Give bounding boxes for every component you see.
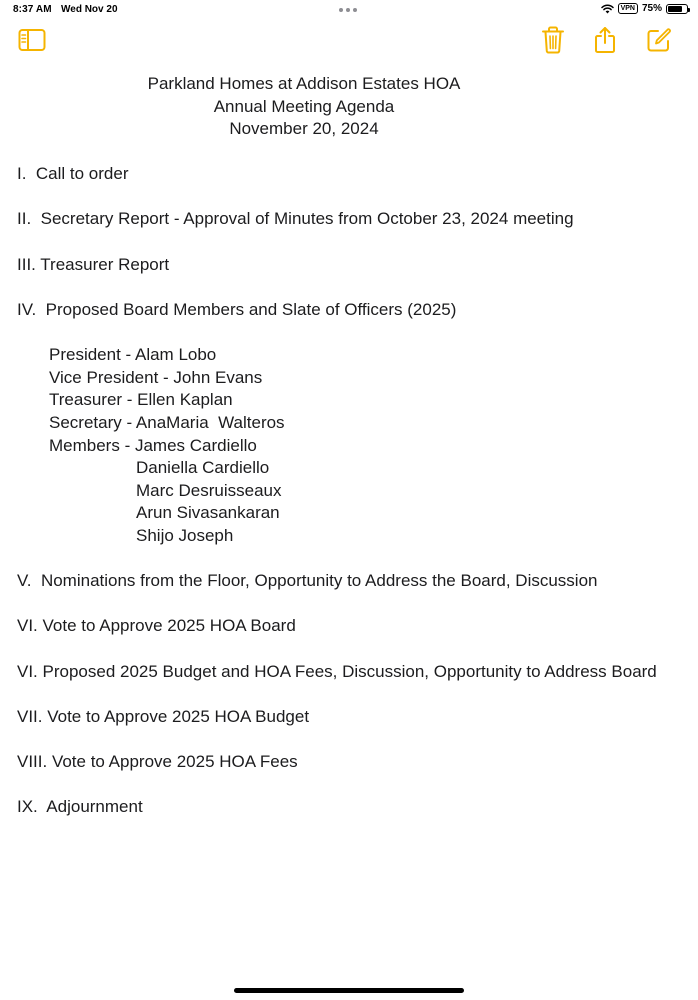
officer-president[interactable]: President - Alam Lobo <box>49 345 217 364</box>
agenda-item-secretary-report[interactable]: II. Secretary Report - Approval of Minutes from October 23, 2024 meeting <box>17 209 574 228</box>
agenda-item-vote-budget[interactable]: VII. Vote to Approve 2025 HOA Budget <box>17 707 310 726</box>
compose-note-button[interactable] <box>644 25 674 55</box>
agenda-item-adjournment[interactable]: IX. Adjournment <box>17 797 143 816</box>
status-time: 8:37 AM <box>13 4 52 15</box>
compose-icon <box>646 27 672 53</box>
member-name[interactable]: Shijo Joseph <box>136 526 234 545</box>
note-title: Parkland Homes at Addison Estates HOA <box>147 74 461 93</box>
officer-vice-president[interactable]: Vice President - John Evans <box>49 368 263 387</box>
status-indicators <box>601 3 688 14</box>
member-name[interactable]: Arun Sivasankaran <box>136 503 280 522</box>
trash-icon <box>541 26 565 54</box>
officer-members[interactable]: Members - James Cardiello <box>49 436 257 455</box>
member-name[interactable]: Marc Desruisseaux <box>136 481 282 500</box>
officer-secretary[interactable]: Secretary - AnaMaria Walteros <box>49 413 285 432</box>
agenda-item-treasurer-report[interactable]: III. Treasurer Report <box>17 255 170 274</box>
sidebar-icon <box>18 28 46 52</box>
battery-percent: 75% <box>641 3 662 14</box>
note-subtitle: Annual Meeting Agenda <box>213 96 395 116</box>
battery-icon <box>666 4 688 14</box>
status-date: Wed Nov 20 <box>61 4 118 15</box>
agenda-item-nominations[interactable]: V. Nominations from the Floor, Opportunity to Address the Board, Discussion <box>17 571 598 590</box>
agenda-item-proposed-budget[interactable]: VI. Proposed 2025 Budget and HOA Fees, Discussion, Opportunity to Address Board <box>17 662 657 681</box>
wifi-icon <box>601 4 614 14</box>
note-date: November 20, 2024 <box>229 119 379 139</box>
battery-level-fill <box>668 6 682 12</box>
delete-note-button[interactable] <box>538 25 568 55</box>
status-bar <box>0 0 698 20</box>
member-name[interactable]: Daniella Cardiello <box>136 458 270 477</box>
officer-treasurer[interactable]: Treasurer - Ellen Kaplan <box>49 390 233 409</box>
sidebar-toggle-button[interactable] <box>17 25 47 55</box>
agenda-item-call-to-order[interactable]: I. Call to order <box>17 164 129 183</box>
agenda-item-proposed-board[interactable]: IV. Proposed Board Members and Slate of Officers (2025) <box>17 300 457 319</box>
vpn-badge: VPN <box>618 3 638 14</box>
note-title-block[interactable] <box>0 73 608 141</box>
share-icon <box>593 26 617 54</box>
multitasking-menu-icon[interactable] <box>339 8 357 12</box>
share-button[interactable] <box>590 25 620 55</box>
agenda-item-vote-fees[interactable]: VIII. Vote to Approve 2025 HOA Fees <box>17 752 298 771</box>
home-indicator[interactable] <box>234 988 464 993</box>
agenda-item-vote-board[interactable]: VI. Vote to Approve 2025 HOA Board <box>17 616 296 635</box>
